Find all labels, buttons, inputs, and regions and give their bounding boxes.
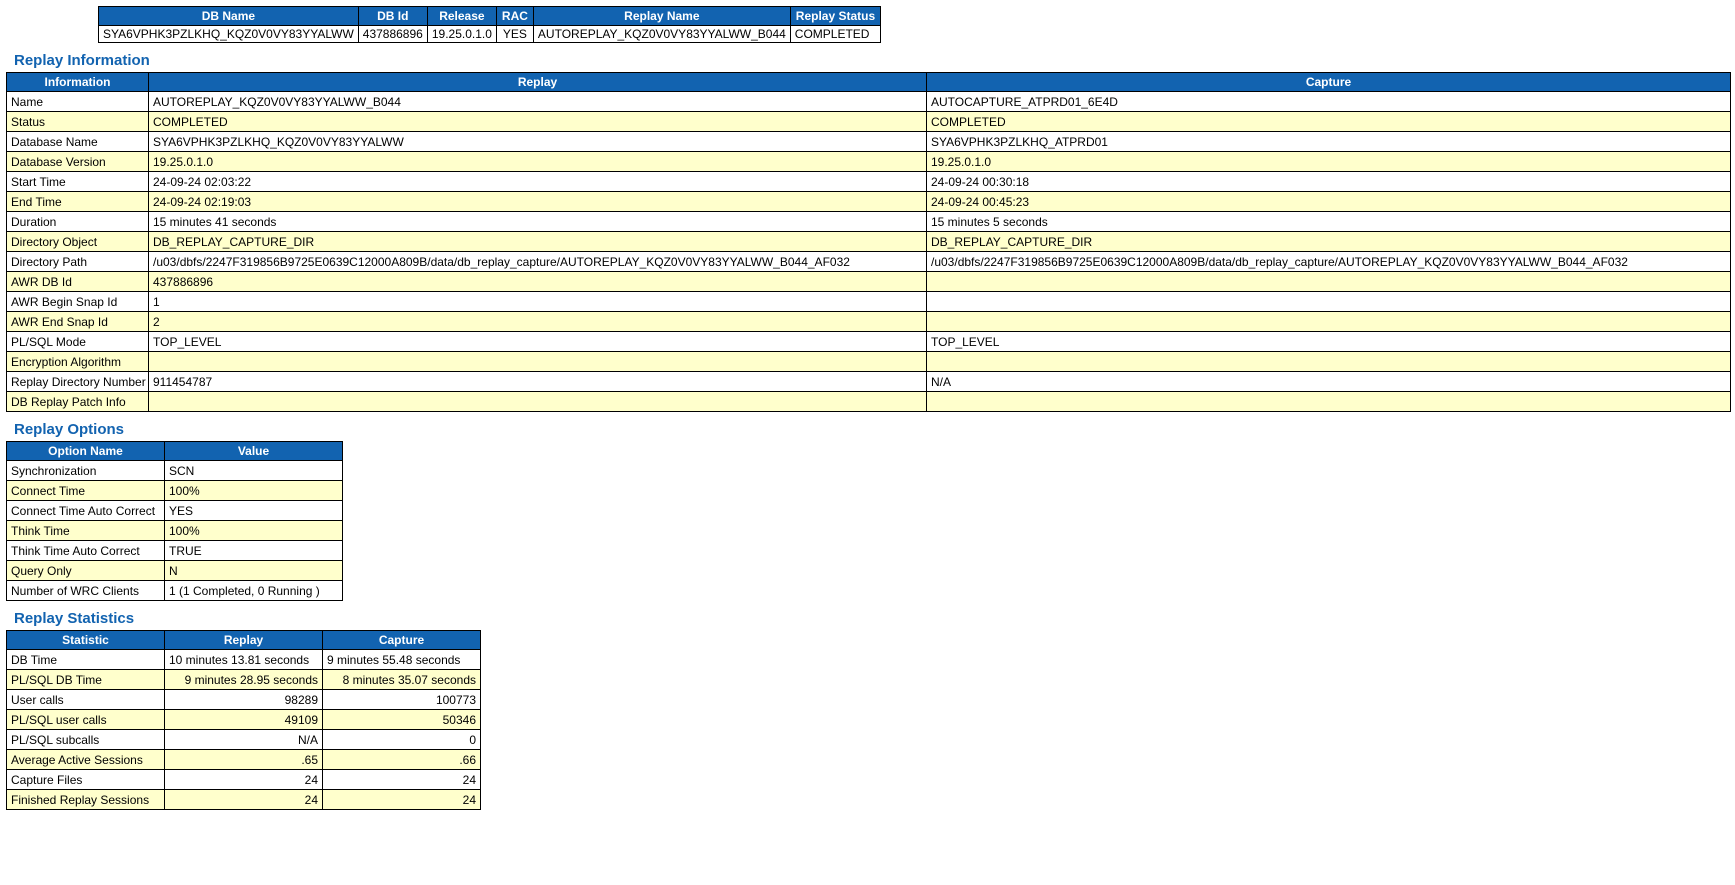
cell-statistic-name: Capture Files xyxy=(7,770,165,790)
cell-statistic-name: User calls xyxy=(7,690,165,710)
cell-option-name: Query Only xyxy=(7,561,165,581)
cell-option-name: Synchronization xyxy=(7,461,165,481)
table-row xyxy=(7,690,481,710)
table-row xyxy=(7,292,1731,312)
cell-label: PL/SQL Mode xyxy=(7,332,149,352)
table-row xyxy=(7,670,481,690)
cell-option-name: Connect Time xyxy=(7,481,165,501)
cell-label: DB Replay Patch Info xyxy=(7,392,149,412)
cell-replay-value: .65 xyxy=(165,750,323,770)
cell-label: Status xyxy=(7,112,149,132)
table-header-row xyxy=(7,442,343,461)
cell-replay-value: 2 xyxy=(149,312,927,332)
cell-replay-value: AUTOREPLAY_KQZ0V0VY83YYALWW_B044 xyxy=(149,92,927,112)
column-header-statistic: Statistic xyxy=(7,631,165,650)
cell-capture-value: DB_REPLAY_CAPTURE_DIR xyxy=(927,232,1731,252)
cell-option-value: 100% xyxy=(165,481,343,501)
cell-capture-value: 9 minutes 55.48 seconds xyxy=(323,650,481,670)
cell-statistic-name: PL/SQL subcalls xyxy=(7,730,165,750)
cell-replay-value: 24-09-24 02:03:22 xyxy=(149,172,927,192)
column-header-information: Information xyxy=(7,73,149,92)
cell-replay-value: 24 xyxy=(165,770,323,790)
cell-replay-value: 98289 xyxy=(165,690,323,710)
cell-capture-value: AUTOCAPTURE_ATPRD01_6E4D xyxy=(927,92,1731,112)
column-header-capture: Capture xyxy=(323,631,481,650)
table-row xyxy=(7,561,343,581)
table-row xyxy=(7,501,343,521)
cell-option-value: SCN xyxy=(165,461,343,481)
cell-replay-value: 9 minutes 28.95 seconds xyxy=(165,670,323,690)
table-row xyxy=(7,252,1731,272)
cell-capture-value: 50346 xyxy=(323,710,481,730)
cell-statistic-name: Average Active Sessions xyxy=(7,750,165,770)
cell-option-value: TRUE xyxy=(165,541,343,561)
column-header-replay: Replay xyxy=(149,73,927,92)
cell-capture-value: 8 minutes 35.07 seconds xyxy=(323,670,481,690)
cell-statistic-name: PL/SQL user calls xyxy=(7,710,165,730)
cell-replay-value: 24-09-24 02:19:03 xyxy=(149,192,927,212)
replay-information-table xyxy=(6,72,1731,412)
cell-label: Encryption Algorithm xyxy=(7,352,149,372)
cell-label: Start Time xyxy=(7,172,149,192)
cell-capture-value: SYA6VPHK3PZLKHQ_ATPRD01 xyxy=(927,132,1731,152)
table-row xyxy=(7,481,343,501)
cell-replay-value: 19.25.0.1.0 xyxy=(149,152,927,172)
column-header-capture: Capture xyxy=(927,73,1731,92)
cell-option-value: 100% xyxy=(165,521,343,541)
table-row xyxy=(7,392,1731,412)
cell-capture-value: 24-09-24 00:45:23 xyxy=(927,192,1731,212)
cell-replay-value: SYA6VPHK3PZLKHQ_KQZ0V0VY83YYALWW xyxy=(149,132,927,152)
table-row xyxy=(7,272,1731,292)
section-title-replay-options: Replay Options xyxy=(14,421,125,438)
cell-replay-value xyxy=(149,392,927,412)
column-header-release: Release xyxy=(427,7,496,26)
cell-capture-value: 24 xyxy=(323,790,481,810)
table-row xyxy=(7,92,1731,112)
table-row xyxy=(7,312,1731,332)
table-row xyxy=(7,132,1731,152)
cell-statistic-name: PL/SQL DB Time xyxy=(7,670,165,690)
table-row xyxy=(7,352,1731,372)
cell-replay-value: 1 xyxy=(149,292,927,312)
cell-capture-value: 24 xyxy=(323,770,481,790)
cell-capture-value: 24-09-24 00:30:18 xyxy=(927,172,1731,192)
cell-capture-value: N/A xyxy=(927,372,1731,392)
section-title-replay-information: Replay Information xyxy=(14,52,150,69)
cell-capture-value: 19.25.0.1.0 xyxy=(927,152,1731,172)
table-row xyxy=(7,581,343,601)
cell-replay-value: COMPLETED xyxy=(149,112,927,132)
column-header-option-name: Option Name xyxy=(7,442,165,461)
section-title-replay-statistics: Replay Statistics xyxy=(14,610,135,627)
cell-label: Directory Path xyxy=(7,252,149,272)
cell-label: Database Version xyxy=(7,152,149,172)
cell-capture-value: 100773 xyxy=(323,690,481,710)
table-row xyxy=(7,710,481,730)
cell-label: AWR DB Id xyxy=(7,272,149,292)
cell-replay-name: AUTOREPLAY_KQZ0V0VY83YYALWW_B044 xyxy=(533,26,790,43)
table-row xyxy=(7,790,481,810)
cell-option-name: Connect Time Auto Correct xyxy=(7,501,165,521)
table-row xyxy=(7,192,1731,212)
table-row xyxy=(7,232,1731,252)
cell-release: 19.25.0.1.0 xyxy=(427,26,496,43)
table-header-row xyxy=(99,7,881,26)
column-header-replay-status: Replay Status xyxy=(790,7,880,26)
column-header-db-id: DB Id xyxy=(358,7,427,26)
cell-capture-value: COMPLETED xyxy=(927,112,1731,132)
table-row xyxy=(99,26,881,43)
cell-label: Name xyxy=(7,92,149,112)
cell-replay-value: 15 minutes 41 seconds xyxy=(149,212,927,232)
table-row xyxy=(7,212,1731,232)
cell-capture-value: .66 xyxy=(323,750,481,770)
cell-capture-value xyxy=(927,392,1731,412)
cell-capture-value: 15 minutes 5 seconds xyxy=(927,212,1731,232)
table-row xyxy=(7,750,481,770)
cell-label: Duration xyxy=(7,212,149,232)
cell-replay-value: 49109 xyxy=(165,710,323,730)
cell-label: Directory Object xyxy=(7,232,149,252)
cell-replay-value: DB_REPLAY_CAPTURE_DIR xyxy=(149,232,927,252)
table-row xyxy=(7,521,343,541)
column-header-db-name: DB Name xyxy=(99,7,359,26)
table-row xyxy=(7,332,1731,352)
replay-statistics-table xyxy=(6,630,481,810)
cell-replay-value: 437886896 xyxy=(149,272,927,292)
column-header-replay-name: Replay Name xyxy=(533,7,790,26)
cell-label: AWR End Snap Id xyxy=(7,312,149,332)
cell-replay-value: 911454787 xyxy=(149,372,927,392)
cell-capture-value xyxy=(927,292,1731,312)
table-row xyxy=(7,372,1731,392)
cell-db-id: 437886896 xyxy=(358,26,427,43)
cell-rac: YES xyxy=(496,26,533,43)
db-summary-table xyxy=(98,6,881,43)
cell-option-name: Think Time Auto Correct xyxy=(7,541,165,561)
cell-option-value: YES xyxy=(165,501,343,521)
cell-replay-value xyxy=(149,352,927,372)
cell-capture-value: TOP_LEVEL xyxy=(927,332,1731,352)
column-header-replay: Replay xyxy=(165,631,323,650)
cell-option-name: Think Time xyxy=(7,521,165,541)
cell-label: Replay Directory Number xyxy=(7,372,149,392)
cell-statistic-name: Finished Replay Sessions xyxy=(7,790,165,810)
table-row xyxy=(7,770,481,790)
table-row xyxy=(7,541,343,561)
cell-db-name: SYA6VPHK3PZLKHQ_KQZ0V0VY83YYALWW xyxy=(99,26,359,43)
cell-replay-value: /u03/dbfs/2247F319856B9725E0639C12000A809B/data/db_replay_capture/AUTOREPLAY_KQZ0V0VY83YYALWW_B044_AF032 xyxy=(149,252,927,272)
table-header-row xyxy=(7,631,481,650)
cell-statistic-name: DB Time xyxy=(7,650,165,670)
cell-replay-value: TOP_LEVEL xyxy=(149,332,927,352)
column-header-rac: RAC xyxy=(496,7,533,26)
column-header-value: Value xyxy=(165,442,343,461)
cell-option-value: 1 (1 Completed, 0 Running ) xyxy=(165,581,343,601)
cell-label: End Time xyxy=(7,192,149,212)
cell-replay-value: N/A xyxy=(165,730,323,750)
table-row xyxy=(7,112,1731,132)
table-row xyxy=(7,461,343,481)
cell-capture-value: 0 xyxy=(323,730,481,750)
table-row xyxy=(7,730,481,750)
table-row xyxy=(7,152,1731,172)
cell-option-value: N xyxy=(165,561,343,581)
table-row xyxy=(7,172,1731,192)
cell-replay-value: 10 minutes 13.81 seconds xyxy=(165,650,323,670)
table-row xyxy=(7,650,481,670)
replay-options-table xyxy=(6,441,343,601)
cell-label: Database Name xyxy=(7,132,149,152)
cell-capture-value: /u03/dbfs/2247F319856B9725E0639C12000A809B/data/db_replay_capture/AUTOREPLAY_KQZ0V0VY83YYALWW_B044_AF032 xyxy=(927,252,1731,272)
cell-capture-value xyxy=(927,272,1731,292)
table-header-row xyxy=(7,73,1731,92)
cell-capture-value xyxy=(927,352,1731,372)
cell-label: AWR Begin Snap Id xyxy=(7,292,149,312)
cell-option-name: Number of WRC Clients xyxy=(7,581,165,601)
cell-capture-value xyxy=(927,312,1731,332)
cell-replay-status: COMPLETED xyxy=(790,26,880,43)
cell-replay-value: 24 xyxy=(165,790,323,810)
